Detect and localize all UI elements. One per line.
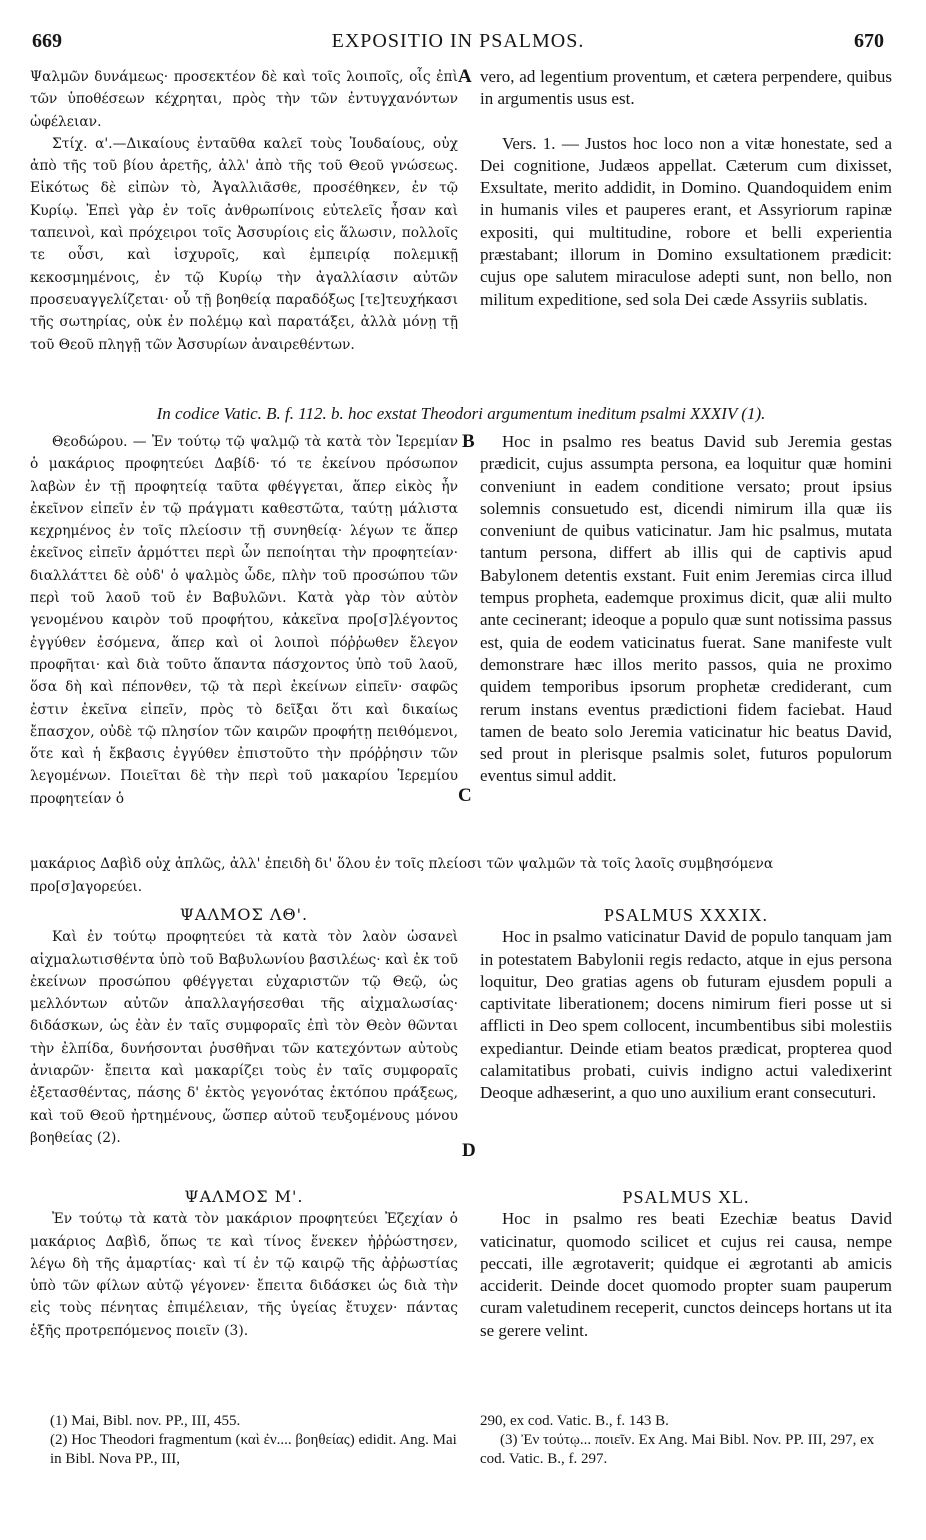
top-latin-column: [480, 66, 892, 311]
footnote-2-cont: 290, ex cod. Vatic. B., f. 143 B.: [480, 1413, 669, 1429]
psalm-39-latin-heading: PSALMUS XXXIX.: [603, 905, 769, 925]
footnotes-right: [480, 1412, 892, 1469]
psalm-40-greek-heading: ΨΑΛΜΟΣ Μ'.: [184, 1187, 304, 1206]
psalm-40-latin: [480, 1186, 892, 1342]
theodore-latin-text: Hoc in psalmo res beatus David sub Jeremia gestas prædicit, cujus assumpta persona, ea loquitur quæ homini conveniunt in eadem conditione versato; prout ipsius solemnis consuetudo est, dicendi nimirum illa quæ iis conveniunt de quibus vaticinatur. Jam hic psalmus, mutata tantum persona, differt ab illis qui de captivis apud Babylonem detentis exstant. Fuit enim Jeremias circa illud tempus propheta, eademque proximus dicit, quæ alii multo ante cecinerant; ideoque a populo quæ sunt notissima passus est, quia de eodem vaticinatus fuerat. Sane manifeste vult demonstrare hæc illos merito passos, quia ne proximo quidem temporibus ipsorum prophetæ crediderant, cum rerum instans eventus prædictioni fidem faciebat. Haud tamen de beato solo Jeremia vaticinatur hic beatus David, sed prout in plerisque psalmis solet, futuros populorum eventus simul addit.: [480, 432, 892, 786]
psalm-39-greek-text: Καὶ ἐν τούτῳ προφητεύει τὰ κατὰ τὸν λαὸν ὡσανεὶ αἰχμαλωτισθέντα ὑπὸ τοῦ Βαβυλωνίου βασιλέως· καὶ ἐκ τοῦ ἐκείνων προσώπου φθέγγεται εὐχαριστῶν τῷ Θεῷ, ὡς μελλόντων αὐτῶν ἀπαλλαγήσεσθαι τῆς αἰχμαλωσίας· διδάσκων, ὡς ἐὰν ἐν ταῖς συμφοραῖς ἐπὶ τὸν Θεὸν θῶνται τὴν ἐλπίδα, δυνήσονται ῥυσθῆναι τῶν κατεχόντων αὐτοὺς ἀνιαρῶν· ἔπειτα καὶ μακαρίζει τοὺς ἐν ταῖς συμφοραῖς ἐξετασθέντας, πάσης δ' ἐκτὸς γεγονότας ἐκτόπου πράξεως, καὶ τοῦ Θεοῦ ἠρτημένους, ὥσπερ αὐτοῦ τευξομένους μόνου βοηθείας (2).: [30, 929, 458, 1146]
psalm-40-greek: [30, 1186, 458, 1342]
psalm-39-greek: [30, 904, 458, 1149]
continuation-text-end: προ[σ]αγορεύει.: [30, 879, 143, 895]
greek-paragraph: Ψαλμῶν δυνάμεως· προσεκτέον δὲ καὶ τοῖς λοιποῖς, οἷς ἐπὶ τῶν ὑποθέσεων κέχρηται, πρὸς τὴν τῶν ἐντυγχανόντων ὠφέλειαν.: [30, 69, 458, 130]
continuation-text: μακάριος Δαβὶδ οὐχ ἁπλῶς, ἀλλ' ἐπειδὴ δι' ὅλου ἐν τοῖς πλείοσι τῶν ψαλμῶν τὰ τοῖς λαοῖς συμβησόμενα: [30, 856, 774, 872]
psalm-40-greek-text: Ἐν τούτῳ τὰ κατὰ τὸν μακάριον προφητεύει Ἐζεχίαν ὁ μακάριος Δαβὶδ, ὅπως τε καὶ τίνος ἕνεκεν ἠῤῥώστησεν, λέγω δὴ τῆς ἁμαρτίας· καὶ τί ἐν τῷ καιρῷ τῆς ἀῤῥωστίας ὑπὸ τῶν φίλων αὐτῷ γέγονεν· ἔπειτα διδάσκει ὡς διὰ τὴν εἰς τοὺς πένητας ἐπιμέλειαν, τῆς ὑγείας ἔτυχεν· πάντας ἑξῆς προτρεπόμενος ποιεῖν (3).: [30, 1211, 458, 1339]
right-page-number: 670: [854, 30, 884, 52]
top-greek-column: [30, 66, 458, 356]
left-page-number: 669: [32, 30, 62, 52]
margin-marker-b: B: [462, 431, 475, 452]
theodore-latin-column: [480, 431, 892, 788]
psalm-40-latin-text: Hoc in psalmo res beati Ezechiæ beatus David vaticinatur, quomodo scilicet et cujus rei causa, nempe peccati, ille ægrotaverit; quidque ei ægrotanti ab amicis acciderit. Deinde docet quomodo propter suam pauperum curam valetudinem receperit, cunctos deinceps hortans ut ita se gerere velint.: [480, 1209, 892, 1340]
footnote-2: (2) Hoc Theodori fragmentum (καὶ ἐν.... βοηθείας) edidit. Ang. Mai in Bibl. Nova PP., III,: [50, 1432, 457, 1467]
latin-verse-comment: Vers. 1. — Justos hoc loco non a vitæ honestate, sed a Dei cognitione, Judæos appellat. Cæterum cum dixisset, Exsultate, merito addidit, in Domino. Quandoquidem enim in humanis viles et pauperes erant, et Assyriorum rapinæ expositi, qui multitudine, robore et belli experientia præstabant; illorum in Domino exsultationem prædicit: cujus ope salutem miraculose adepti sunt, non bello, non militum expeditione, sed sola Dei cæde Assyriis sublatis.: [480, 133, 892, 309]
margin-marker-a: A: [458, 66, 472, 87]
margin-marker-c: C: [458, 785, 472, 806]
running-title: EXPOSITIO IN PSALMOS.: [331, 30, 585, 52]
footnotes-left: [50, 1412, 458, 1469]
theodore-greek-text: Θεοδώρου. — Ἐν τούτῳ τῷ ψαλμῷ τὰ κατὰ τὸν Ἱερεμίαν ὁ μακάριος προφητεύει Δαβίδ· τό τε ἐκείνου πρόσωπον λαβὼν ἐν τῇ προφητείᾳ ταῦτα φθέγγεται, ἅπερ εἰκὸς ἦν ἐκεῖνον εἰπεῖν ἐν τῷ πράγματι καθεστῶτα, ταύτῃ μάλιστα κεχρημένος ἐν τοῖς πλείοσιν τῇ συνηθείᾳ· λέγων τε ἅπερ ἐκεῖνος εἰπεῖν ἁρμόττει περὶ ὧν πεποίηται τὴν προφητείαν· διαλλάττει δὲ οὐδ' ὁ ψαλμὸς ὧδε, πλὴν τοῦ προσώπου τῶν περὶ τοῦ λαοῦ τοῦ ἐν Βαβυλῶνι. Κατὰ γὰρ τὸν αὐτὸν γενομένου καιρὸν τοῦ προφήτου, κἀκεῖνα προ[σ]λέγοντος ἐγγύθεν ἐσόμενα, ἅπερ καὶ οἱ λοιποὶ πόῤῥωθεν ἔλεγον προφῆται· καὶ διὰ τοῦτο ἅπαντα πάσχοντος ὑπὸ τοῦ λαοῦ, ὅσα δὴ καὶ πέπονθεν, τῷ τὰ περὶ ἐκείνων εἰπεῖν· σαφῶς ἐστιν ἐκεῖνα εἰπεῖν, πρὸς τὸ δεῖξαι ὅτι καὶ δικαίως ἔπασχον, οὐδὲ τῷ πλησίον τῶν καιρῶν προφήτῃ πειθόμενοι, ὅτε καὶ ἡ ἔκβασις ἐγγύθεν ἐπιστοῦτο τὴν πρόῤῥησιν τῶν λεγομένων. Ποιεῖται δὲ τὴν περὶ τοῦ μακαρίου Ἱερεμίου προφητείαν ὁ: [30, 434, 458, 807]
running-header: [32, 30, 884, 60]
psalm-40-latin-heading: PSALMUS XL.: [622, 1187, 750, 1207]
greek-verse-comment: Στίχ. α'.—Δικαίους ἐνταῦθα καλεῖ τοὺς Ἰουδαίους, οὐχ ἀπὸ τῆς τοῦ βίου ἀρετῆς, ἀλλ' ἀπὸ τῆς τοῦ Θεοῦ γνώσεως. Εἰκότως δὲ εἰπὼν τὸ, Ἀγαλλιᾶσθε, προσέθηκεν, ἐν τῷ Κυρίῳ. Ἐπεὶ γὰρ ἐν τοῖς ἀνθρωπίνοις εὐτελεῖς ἦσαν καὶ ταπεινοὶ, καὶ πρόχειροι τοῖς Ἀσσυρίοις εἰς ἅλωσιν, πολλοῖς τε οὖσι, καὶ ἰσχυροῖς, καὶ ἐμπειρίᾳ πολεμικῇ κεκοσμημένοις, ἐν τῷ Κυρίῳ τὴν ἀγαλλίασιν αὐτῶν προσευαγγελίζεται· οὗ τῇ βοηθείᾳ παραδόξως [τε]τευχήκασι τῆς σωτηρίας, οὐκ ἐν πολέμῳ καὶ παρατάξει, ἀλλὰ μόνῃ τῇ τοῦ Θεοῦ πληγῇ τῶν Ἀσσυρίων ἀναιρεθέντων.: [30, 135, 458, 353]
psalm-39-latin: [480, 904, 892, 1105]
footnote-1: (1) Mai, Bibl. nov. PP., III, 455.: [50, 1413, 241, 1429]
continuation-line: [30, 853, 892, 875]
theodore-greek-column: [30, 431, 458, 810]
psalm-39-greek-heading: ΨΑΛΜΟΣ ΛΘ'.: [179, 905, 309, 924]
psalm-39-latin-text: Hoc in psalmo vaticinatur David de populo tanquam jam in potestatem Babylonii regis redacto, atque in ejus persona loquitur, Deo gratias agens ob futuram ejusdem populi a captivitate liberationem; docens nimirum fieri posse ut si afflicti in Deo spem collocent, incumbentibus sibi molestiis expediantur. Deinde etiam beatos prædicat, propterea quod calamitatibus probati, cuivis indigno actui valedixerint Deoque adhæserint, a quo uno auxilium erant consecuturi.: [480, 927, 892, 1103]
latin-paragraph: vero, ad legentium proventum, et cætera perpendere, quibus in argumentis usus est.: [480, 67, 892, 109]
continuation-line-end: [30, 876, 892, 898]
footnote-3: (3) Ἐν τούτῳ... ποιεῖν. Ex Ang. Mai Bibl. Nov. PP. III, 297, ex cod. Vatic. B., f. 297.: [480, 1432, 875, 1467]
margin-marker-d: D: [462, 1140, 476, 1161]
codex-note: In codice Vatic. B. f. 112. b. hoc exstat Theodori argumentum ineditum psalmi XXXIV (1).: [156, 404, 766, 423]
